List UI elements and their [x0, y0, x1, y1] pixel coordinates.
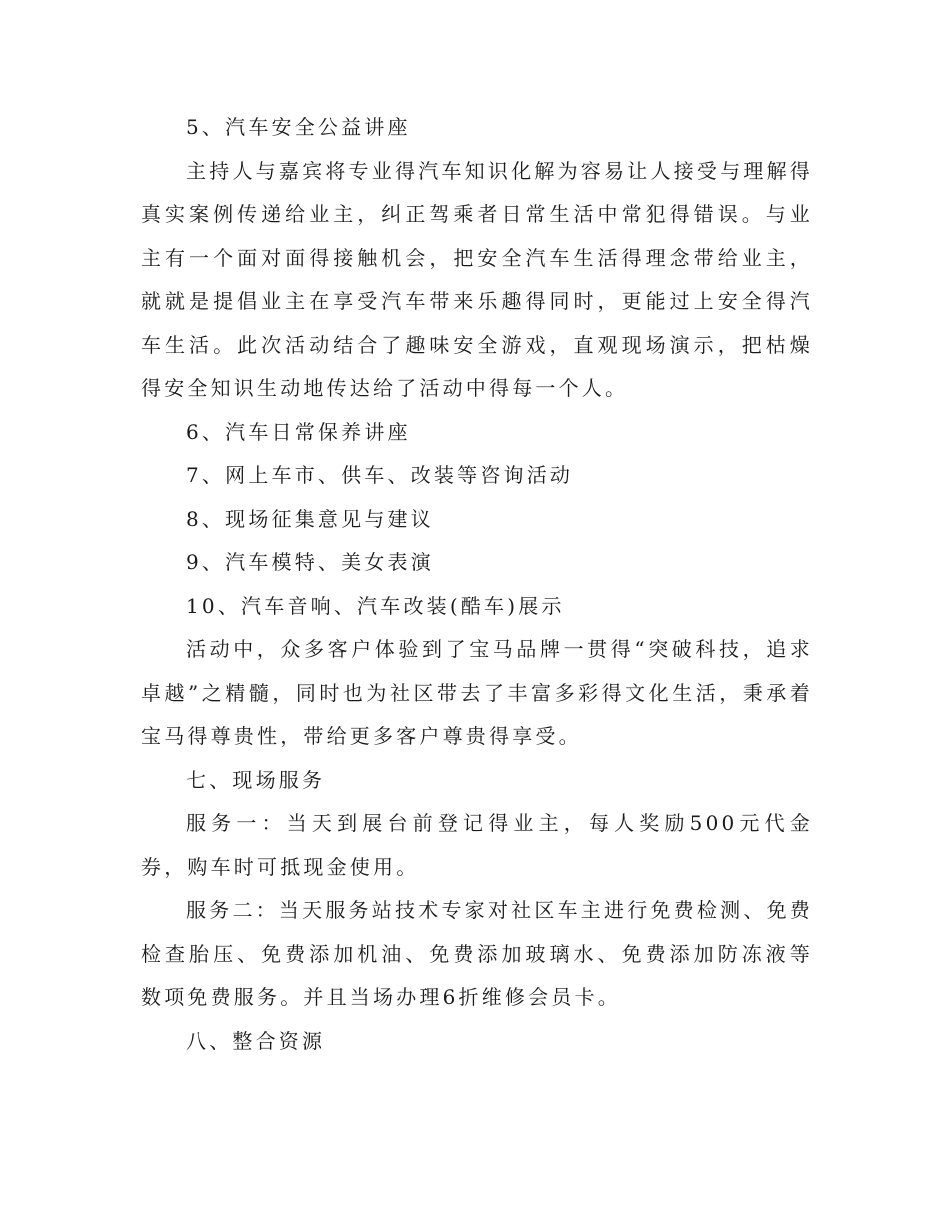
paragraph-activity-summary: 活动中，众多客户体验到了宝马品牌一贯得“突破科技，追求卓越”之精髓，同时也为社区带去了丰富多彩得文化生活，秉承着宝马得尊贵性，带给更多客户尊贵得享受。 — [141, 637, 813, 748]
item-heading-9: 9、汽车模特、美女表演 — [186, 550, 434, 574]
item-heading-8: 8、现场征集意见与建议 — [186, 506, 434, 531]
item-heading-6: 6、汽车日常保养讲座 — [186, 419, 411, 444]
paragraph-service-one: 服务一：当天到展台前登记得业主，每人奖励500元代金券，购车时可抵现金使用。 — [141, 811, 813, 879]
section-heading-integrate-resources: 八、整合资源 — [186, 1028, 326, 1053]
item-heading-7: 7、网上车市、供车、改装等咨询活动 — [186, 463, 574, 487]
item-heading-10: 10、汽车音响、汽车改装(酷车)展示 — [186, 593, 565, 618]
paragraph-safety-lecture: 主持人与嘉宾将专业得汽车知识化解为容易让人接受与理解得真实案例传递给业主，纠正驾乘者日常生活中常犯得错误。与业主有一个面对面得接触机会，把安全汽车生活得理念带给业主，就就是提倡业主在享受汽车带来乐趣得同时，更能过上安全得汽车生活。此次活动结合了趣味安全游戏，直观现场演示，把枯燥得安全知识生动地传达给了活动中得每一个人。 — [141, 158, 813, 400]
paragraph-service-two: 服务二：当天服务站技术专家对社区车主进行免费检测、免费检查胎压、免费添加机油、免费添加玻璃水、免费添加防冻液等数项免费服务。并且当场办理6折维修会员卡。 — [141, 898, 813, 1009]
document-body — [141, 106, 813, 1063]
item-heading-5: 5、汽车安全公益讲座 — [186, 115, 411, 139]
section-heading-onsite-service: 七、现场服务 — [186, 767, 326, 792]
